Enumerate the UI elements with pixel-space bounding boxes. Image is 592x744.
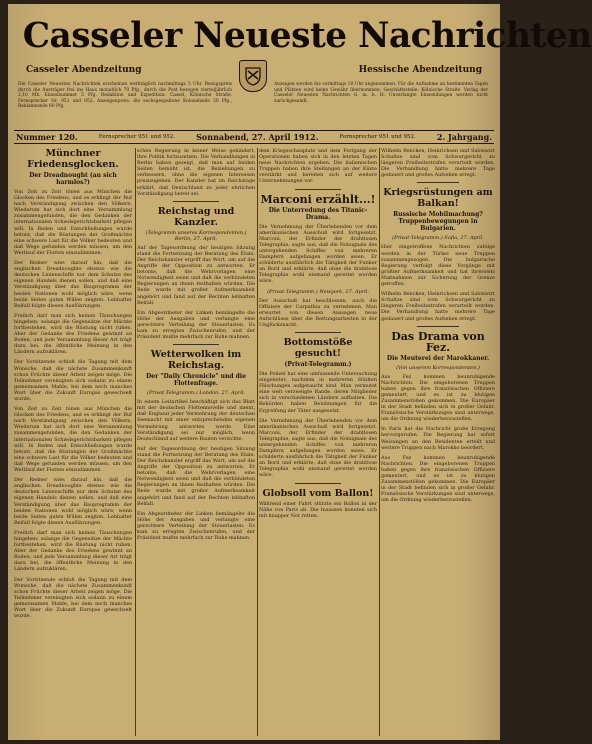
article-paragraph: Der Redner wies darauf hin, daß die englischen Dreadnoughts ebenso wie die deutschen Linienschiffe nur dem Schutze des eigenen Handels dienen sollen, und daß eine Verständigung über das Bauprogramm der beiden Nationen wohl möglich wäre, wenn beide Seiten guten Willen zeigten. Lebhafter Beifall folgte diesen Ausführungen.	[14, 477, 132, 526]
article-paragraph: In Paris hat die Nachricht große Erregung hervorgerufen. Die Regierung hat sofort Weisungen an den Residenten erteilt und weitere Truppen nach Marokko beordert.	[381, 426, 495, 451]
issue-info-line	[14, 130, 494, 144]
article-paragraph: In einem Leitartikel beschäftigt sich das Blatt mit der deutschen Flottennovelle und meint, daß England jeder Vermehrung der deutschen Seemacht mit einer entsprechenden eigenen Vermehrung antworten werde. Eine Verständigung sei nur möglich, wenn Deutschland auf weitere Bauten verzichte.	[137, 399, 255, 442]
subscription-notice: Die Casseler Neuesten Nachrichten erscheinen werktäglich nachmittags 5 Uhr. Bezugspreis durch die Austräger frei ins Haus monatlich 70 Pfg., durch die Post bezogen vierteljährlich 2,10 Mk. Einzelnummer 5 Pfg. Redaktion und Expedition: Cassel, Kölnische Straße. Fernsprecher Nr. 951 und 952. Anzeigenpreis: die sechsgespaltene Kolonelzeile 20 Pfg., Reklamezeile 60 Pfg.	[18, 82, 232, 110]
article-paragraph: Wilhelm Bencken, Heinrichsen und Salonwirt Schultze sind vom Schwurgericht zu längeren Freiheitsstrafen verurteilt worden. Die Verhandlung hatte mehrere Tage gedauert und großes Aufsehen erregt.	[381, 148, 495, 179]
issue-date: Sonnabend, 27. April 1912.	[196, 132, 319, 142]
column-rule	[135, 148, 136, 736]
article-paragraph: Aus Fez kommen beunruhigende Nachrichten. Die eingeborenen Truppen haben gegen ihre französischen Offiziere gemeutert, und es ist zu blutigen Zusammenstößen gekommen. Die Europäer in der Stadt befinden sich in großer Gefahr. Französische Verstärkungen sind unterwegs, um die Ordnung wiederherzustellen.	[381, 373, 495, 423]
article-dateline: (Privat-Telegramm.) London, 27. April.	[147, 390, 245, 397]
coat-of-arms-icon	[239, 60, 267, 92]
article-paragraph: Ein Abgeordneter der Linken bemängelte die Höhe der Ausgaben und verlangte eine gerechtere Verteilung der Steuerlasten. Es kam zu erregten Zwischenrufen, und der Präsident mußte mehrfach zur Ruhe mahnen.	[137, 309, 255, 341]
article-paragraph: Hier eingetroffene Nachrichten zufolge werden in der Türkei neue Truppen zusammengezogen. Die bulgarische Regierung verfolgt diese Vorgänge mit größter Aufmerksamkeit und hat ihrerseits Maßnahmen zur Sicherung der Grenze getroffen.	[381, 244, 495, 288]
article-dateline: (Privat-Telegramm.) Newyork, 27. April.	[267, 288, 369, 295]
article-divider	[295, 189, 341, 190]
article-paragraph: Während einer Fahrt stürzte ein Ballon in der Nähe von Paris ab. Die Insassen konnten sich mit knapper Not retten.	[259, 500, 377, 519]
article-paragraph: dem Kriegsschauplatz und dem Fortgang der Operationen haben sich in den letzten Tagen neue Nachrichten ergeben. Die italienischen Truppen haben ihre Stellungen an der Küste verstärkt und bereiten sich auf weitere Unternehmungen vor.	[259, 148, 377, 185]
article-divider	[417, 326, 459, 327]
volume-number: 2. Jahrgang.	[436, 132, 492, 142]
column-1	[14, 148, 132, 736]
article-paragraph: Der Vorsitzende schloß die Tagung mit dem Wunsche, daß die nächste Zusammenkunft schon Früchte dieser Arbeit zeigen möge. Die Teilnehmer vereinigten sich sodann zu einem gemeinsamen Mahle, bei dem noch manches Wort über die Zukunft Europas gewechselt wurde.	[14, 359, 132, 402]
article-paragraph: Auf der Tagesordnung der heutigen Sitzung stand die Fortsetzung der Beratung des Etats. Der Reichskanzler ergriff das Wort, um auf die Angriffe der Opposition zu antworten. Er betonte, daß die Wehrvorlagen eine Notwendigkeit seien und daß die verbündeten Regierungen an ihnen festhalten würden. Die Rede wurde mit großer Aufmerksamkeit angehört und fand auf der Rechten lebhaften Beifall.	[137, 244, 255, 306]
article-paragraph: Die Polizei hat eine umfassende Untersuchung eingeleitet, nachdem in mehreren Städten Fälschungen aufgetaucht sind. Man vermutet eine weit verzweigte Bande, deren Mitglieder sich in verschiedenen Ländern aufhalten. Die Behörden haben Belohnungen für die Ergreifung der Täter ausgesetzt.	[259, 370, 377, 414]
article-paragraph: Ein Abgeordneter der Linken bemängelte die Höhe der Ausgaben und verlangte eine gerechtere Verteilung der Steuerlasten. Es kam zu erregten Zwischenrufen, und der Präsident mußte mehrfach zur Ruhe mahnen.	[137, 510, 255, 542]
article-divider	[173, 201, 219, 202]
article-paragraph: Der Vorsitzende schloß die Tagung mit dem Wunsche, daß die nächste Zusammenkunft schon Früchte dieser Arbeit zeigen möge. Die Teilnehmer vereinigten sich sodann zu einem gemeinsamen Mahle, bei dem noch manches Wort über die Zukunft Europas gewechselt wurde.	[14, 576, 132, 620]
column-3	[259, 148, 377, 736]
article-headline: Das Drama von Fez.	[391, 329, 485, 354]
article-divider	[295, 483, 341, 484]
left-tagline: Casseler Abendzeitung	[26, 65, 142, 75]
phone-numbers-left: Fernsprecher 951 und 952.	[98, 134, 176, 140]
article-subhead: Der Dreadnought (an sich harmlos?)	[29, 172, 117, 186]
issue-number: Nummer 120.	[16, 132, 78, 142]
article-paragraph: Aus Fez kommen beunruhigende Nachrichten. Die eingeborenen Truppen haben gegen ihre französischen Offiziere gemeutert, und es ist zu blutigen Zusammenstößen gekommen. Die Europäer in der Stadt befinden sich in großer Gefahr. Französische Verstärkungen sind unterwegs, um die Ordnung wiederherzustellen.	[381, 454, 495, 504]
article-dateline: (Telegramm unseres Korrespondenten.) Berlin, 27. April.	[145, 229, 247, 242]
article-paragraph: Freilich darf man sich keinen Täuschungen hingeben: solange die Gegensätze der Mächte fortbestehen, wird die Rüstung nicht ruhen. Aber der Gedanke des Friedens gewinnt an Boden, und jede Versammlung dieser Art trägt dazu bei, die öffentliche Meinung in den Ländern aufzuklären.	[14, 529, 132, 573]
article-divider	[295, 332, 341, 333]
right-tagline: Hessische Abendzeitung	[358, 65, 482, 75]
article-headline: Globsoll vom Ballon!	[262, 487, 374, 499]
article-paragraph: Von Zeit zu Zeit tönen aus München die Glocken des Friedens, und es erklingt der Ruf nach Verständigung zwischen den Völkern. Wiederum hat sich dort eine Versammlung zusammengefunden, die den Gedanken der internationalen Schiedsgerichtsbarkeit pflegen will. In Reden und Entschließungen wurde betont, daß die Rüstungen der Großmächte eine schwere Last für die Völker bedeuten und daß Wege gefunden werden müssen, um den Wettlauf der Flotten einzudämmen.	[14, 189, 132, 256]
article-headline: Marconi erzählt...!	[260, 192, 376, 206]
article-subhead: Die Unterredung des Titanic-Drama.	[268, 206, 368, 221]
article-paragraph: Freilich darf man sich keinen Täuschungen hingeben: solange die Gegensätze der Mächte fortbestehen, wird die Rüstung nicht ruhen. Aber der Gedanke des Friedens gewinnt an Boden, und jede Versammlung dieser Art trägt dazu bei, die öffentliche Meinung in den Ländern aufzuklären.	[14, 312, 132, 356]
article-dateline: (Von unserem Korrespondenten.)	[395, 364, 481, 371]
article-paragraph: schen Regierung in keiner Weise gehindert, ihre Politik fortzusetzen. Die Verhandlungen in Berlin haben gezeigt, daß man auf beiden Seiten bemüht ist, die Beziehungen zu verbessern, ohne die eigenen Interessen preiszugeben. Der Kanzler hat im Reichstage erklärt, daß Deutschland zu jeder ehrlichen Verständigung bereit sei.	[137, 148, 255, 197]
column-2	[137, 148, 255, 736]
article-divider	[173, 344, 219, 345]
article-dateline: (Privat-Telegramm.) Sofia, 27. April.	[392, 235, 484, 242]
newspaper-page	[8, 4, 592, 740]
column-rule	[379, 148, 380, 736]
article-paragraph: Die Vernehmung der Überlebenden vor dem amerikanischen Ausschuß wird fortgesetzt. Marconi, der Erfinder der drahtlosen Telegraphie, sagte aus, daß die Notsignale des untergehenden Schiffes von mehreren Dampfern aufgefangen worden seien. Er schilderte ausführlich die Tätigkeit der Funker an Bord und erklärte, daß ohne die drahtlose Telegraphie wohl niemand gerettet worden wäre.	[259, 417, 377, 479]
article-headline: Reichstag und Kanzler.	[157, 205, 235, 228]
article-paragraph: Wilhelm Bencken, Heinrichsen und Salonwirt Schultze sind vom Schwurgericht zu längeren Freiheitsstrafen verurteilt worden. Die Verhandlung hatte mehrere Tage gedauert und großes Aufsehen erregt.	[381, 291, 495, 322]
article-headline: Wetterwolken im Reichstag.	[150, 349, 242, 372]
article-subhead: Russische Mobilmachung? Truppenbewegungen in Bulgarien.	[393, 211, 483, 233]
phone-numbers-right: Fernsprecher 951 und 952.	[339, 134, 416, 140]
newspaper-masthead: Casseler Neueste Nachrichten	[22, 15, 592, 56]
column-rule	[257, 148, 258, 736]
column-4	[381, 148, 495, 736]
article-paragraph: Von Zeit zu Zeit tönen aus München die Glocken des Friedens, und es erklingt der Ruf nach Verständigung zwischen den Völkern. Wiederum hat sich dort eine Versammlung zusammengefunden, die den Gedanken der internationalen Schiedsgerichtsbarkeit pflegen will. In Reden und Entschließungen wurde betont, daß die Rüstungen der Großmächte eine schwere Last für die Völker bedeuten und daß Wege gefunden werden müssen, um den Wettlauf der Flotten einzudämmen.	[14, 406, 132, 474]
article-paragraph: Der Redner wies darauf hin, daß die englischen Dreadnoughts ebenso wie die deutschen Linienschiffe nur dem Schutze des eigenen Handels dienen sollen, und daß eine Verständigung über das Bauprogramm der beiden Nationen wohl möglich wäre, wenn beide Seiten guten Willen zeigten. Lebhafter Beifall folgte diesen Ausführungen.	[14, 260, 132, 309]
article-paragraph: Der Ausschuß hat beschlossen, auch die Offiziere der Carpathia zu vernehmen. Man erwartet von diesen Aussagen neue Aufschlüsse über die Rettungsarbeiten in der Unglücksnacht.	[259, 297, 377, 328]
article-subhead: Der "Daily Chronicle" und die Flottenfrage.	[146, 373, 246, 388]
article-divider	[417, 182, 459, 183]
article-headline: Bottomstöße gesucht!	[283, 336, 353, 359]
article-subhead: Die Meuterei der Marokkaner.	[386, 354, 490, 362]
article-headline: Kriegsrüstungen am Balkan!	[383, 187, 493, 210]
article-paragraph: Die Vernehmung der Überlebenden vor dem amerikanischen Ausschuß wird fortgesetzt. Marconi, der Erfinder der drahtlosen Telegraphie, sagte aus, daß die Notsignale des untergehenden Schiffes von mehreren Dampfern aufgefangen worden seien. Er schilderte ausführlich die Tätigkeit der Funker an Bord und erklärte, daß ohne die drahtlose Telegraphie wohl niemand gerettet worden wäre.	[259, 223, 377, 285]
article-subhead: (Privat-Telegramm.)	[284, 360, 352, 368]
article-headline: Münchner Friedensglocken.	[27, 148, 119, 170]
article-paragraph: Auf der Tagesordnung der heutigen Sitzung stand die Fortsetzung der Beratung des Etats. Der Reichskanzler ergriff das Wort, um auf die Angriffe der Opposition zu antworten. Er betonte, daß die Wehrvorlagen eine Notwendigkeit seien und daß die verbündeten Regierungen an ihnen festhalten würden. Die Rede wurde mit großer Aufmerksamkeit angehört und fand auf der Rechten lebhaften Beifall.	[137, 445, 255, 507]
advertising-notice: Anzeigen werden bis vormittags 10 Uhr angenommen. Für die Aufnahme an bestimmten Tagen und Plätzen wird keine Gewähr übernommen. Geschäftsstelle: Kölnische Straße. Verlag der Casseler Neuesten Nachrichten G. m. b. H. Unverlangte Einsendungen werden nicht zurückgesandt.	[274, 82, 488, 104]
